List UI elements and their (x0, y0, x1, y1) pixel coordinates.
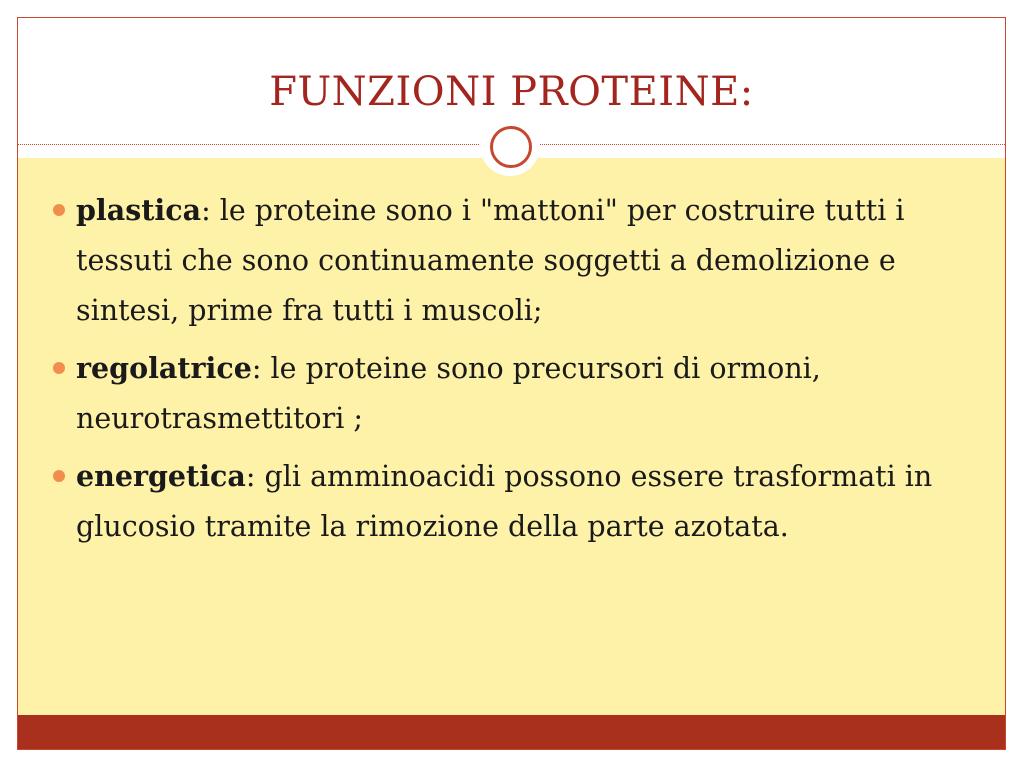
bullet-list (76, 185, 966, 559)
bullet-item-energetica (76, 451, 966, 552)
bullet-item-regolatrice (76, 343, 966, 444)
bullet-dot-icon (53, 204, 65, 216)
bullet-term: plastica (76, 193, 202, 227)
circle-ornament-ring (490, 126, 532, 168)
bullet-item-plastica (76, 185, 966, 336)
slide-title: FUNZIONI PROTEINE: (269, 69, 754, 115)
bullet-dot-icon (53, 362, 65, 374)
bullet-text: : gli amminoacidi possono essere trasformati in glucosio tramite la rimozione della parte azotata. (76, 460, 933, 543)
bullet-term: regolatrice (76, 351, 252, 385)
bullet-text: : le proteine sono i "mattoni" per costruire tutti i tessuti che sono continuamente soggetti a demolizione e sintesi, prime fra tutti i muscoli; (76, 194, 905, 327)
slide (17, 17, 1006, 750)
circle-ornament-icon (480, 116, 540, 176)
bullet-term: energetica (76, 459, 246, 493)
bullet-text: : le proteine sono precursori di ormoni, neurotrasmettitori ; (76, 352, 821, 435)
bullet-dot-icon (53, 470, 65, 482)
footer-bar (18, 715, 1005, 750)
